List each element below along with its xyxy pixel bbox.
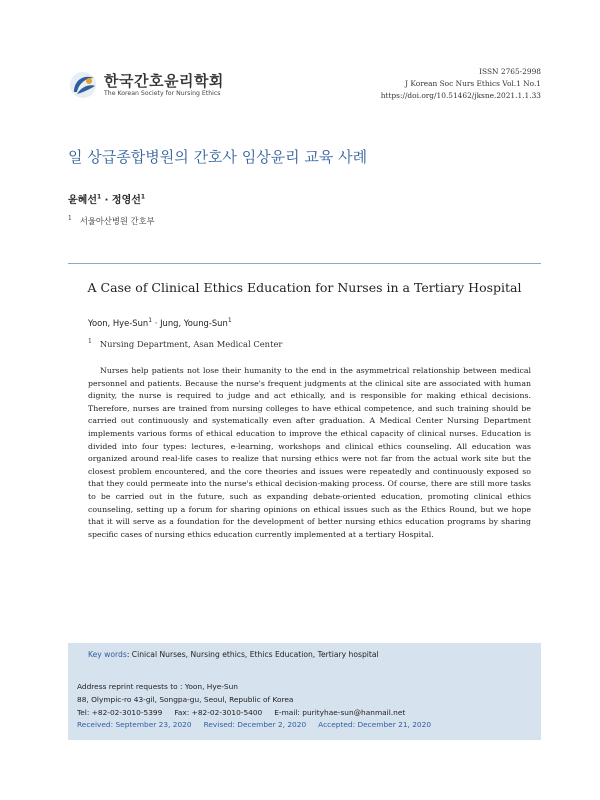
- english-author-1: Yoon, Hye-Sun: [88, 317, 149, 328]
- english-author-2-sup: 1: [227, 317, 232, 324]
- fax: Fax: +82-02-3010-5400: [174, 707, 263, 717]
- korean-affil-marker: 1: [68, 215, 72, 223]
- korean-author-1: 윤혜선: [68, 195, 97, 206]
- keywords: [88, 650, 379, 659]
- english-author-2: · Jung, Young-Sun: [152, 317, 228, 328]
- correspondence: [77, 681, 443, 732]
- english-authors: [88, 317, 232, 328]
- korean-author-2: · 정영선: [101, 195, 141, 206]
- journal-citation: J Korean Soc Nurs Ethics Vol.1 No.1: [405, 79, 541, 88]
- revised-date: Revised: December 2, 2020: [203, 720, 307, 730]
- keywords-label: Key words: [88, 650, 127, 659]
- society-name-korean: 한국간호윤리학회: [104, 72, 224, 90]
- korean-author-1-sup: 1: [96, 193, 102, 201]
- korean-author-2-sup: 1: [140, 193, 146, 201]
- english-author-1-sup: 1: [148, 317, 153, 324]
- email[interactable]: E-mail: purityhae-sun@hanmail.net: [274, 707, 406, 717]
- dates-line: [77, 719, 443, 732]
- english-affil-marker: 1: [88, 338, 92, 345]
- section-divider: [68, 263, 541, 264]
- society-logo: [68, 68, 238, 102]
- korean-title: 일 상급종합병원의 간호사 임상윤리 교육 사례: [68, 148, 368, 166]
- journal-meta: [381, 66, 541, 102]
- doi-link[interactable]: https://doi.org/10.51462/jksne.2021.1.1.33: [380, 91, 541, 100]
- address-line-2: 88, Olympic-ro 43-gil, Songpa-gu, Seoul, Republic of Korea: [77, 694, 294, 704]
- english-title: A Case of Clinical Ethics Education for Nurses in a Tertiary Hospital: [87, 280, 522, 295]
- keywords-text: : Cinical Nurses, Nursing ethics, Ethics Education, Tertiary hospital: [126, 650, 379, 659]
- issn: ISSN 2765-2998: [479, 67, 541, 76]
- tel: Tel: +82-02-3010-5399: [77, 707, 163, 717]
- accepted-date: Accepted: December 21, 2020: [318, 720, 432, 730]
- received-date: Received: September 23, 2020: [77, 720, 192, 730]
- korean-authors: [68, 191, 145, 206]
- society-name-english: The Korean Society for Nursing Ethics: [104, 90, 221, 97]
- contact-line: [77, 707, 443, 720]
- abstract: Nurses help patients not lose their humanity to the end in the asymmetrical relationship between medical personnel and patients. Because the nurse's frequent judgments at the clinical site are associated with human dignity, the nurse is required to judge and act ethically, and is responsible for making ethical decisions. Therefore, nurses are trained from nursing colleges to have ethical competence, and such training should be carried out continuously and systematically even after graduation. A Medical Center Nursing Department implements various forms of ethical education to improve the ethical capacity of clinical nurses. Education is divided into four types: lectures, e-learning, workshops and clinical ethics counseling. All education was organized around real-life cases to realize that nursing ethics were not far from the actual work site but the closest problem encountered, and the core theories and issues were repeatedly and continuously exposed so that they could permeate into the nurse's ethical decision-making process. Of course, there are still more tasks to be carried out in the future, such as expanding debate-oriented education, promoting clinical ethics counseling, setting up a forum for sharing opinions on ethical issues such as the Ethics Round, but we hope that it will serve as a foundation for the development of better nursing ethics education programs by sharing specific cases of nursing ethics education currently implemented at a tertiary Hospital.: [88, 366, 531, 539]
- english-affil-text: Nursing Department, Asan Medical Center: [99, 338, 283, 349]
- english-affiliation: [88, 338, 282, 349]
- korean-affil-text: 서울아산병원 간호부: [79, 216, 155, 226]
- society-logo-icon: [68, 70, 98, 100]
- address-line-1: Address reprint requests to : Yoon, Hye-Sun: [77, 682, 238, 691]
- korean-affiliation: [68, 215, 155, 227]
